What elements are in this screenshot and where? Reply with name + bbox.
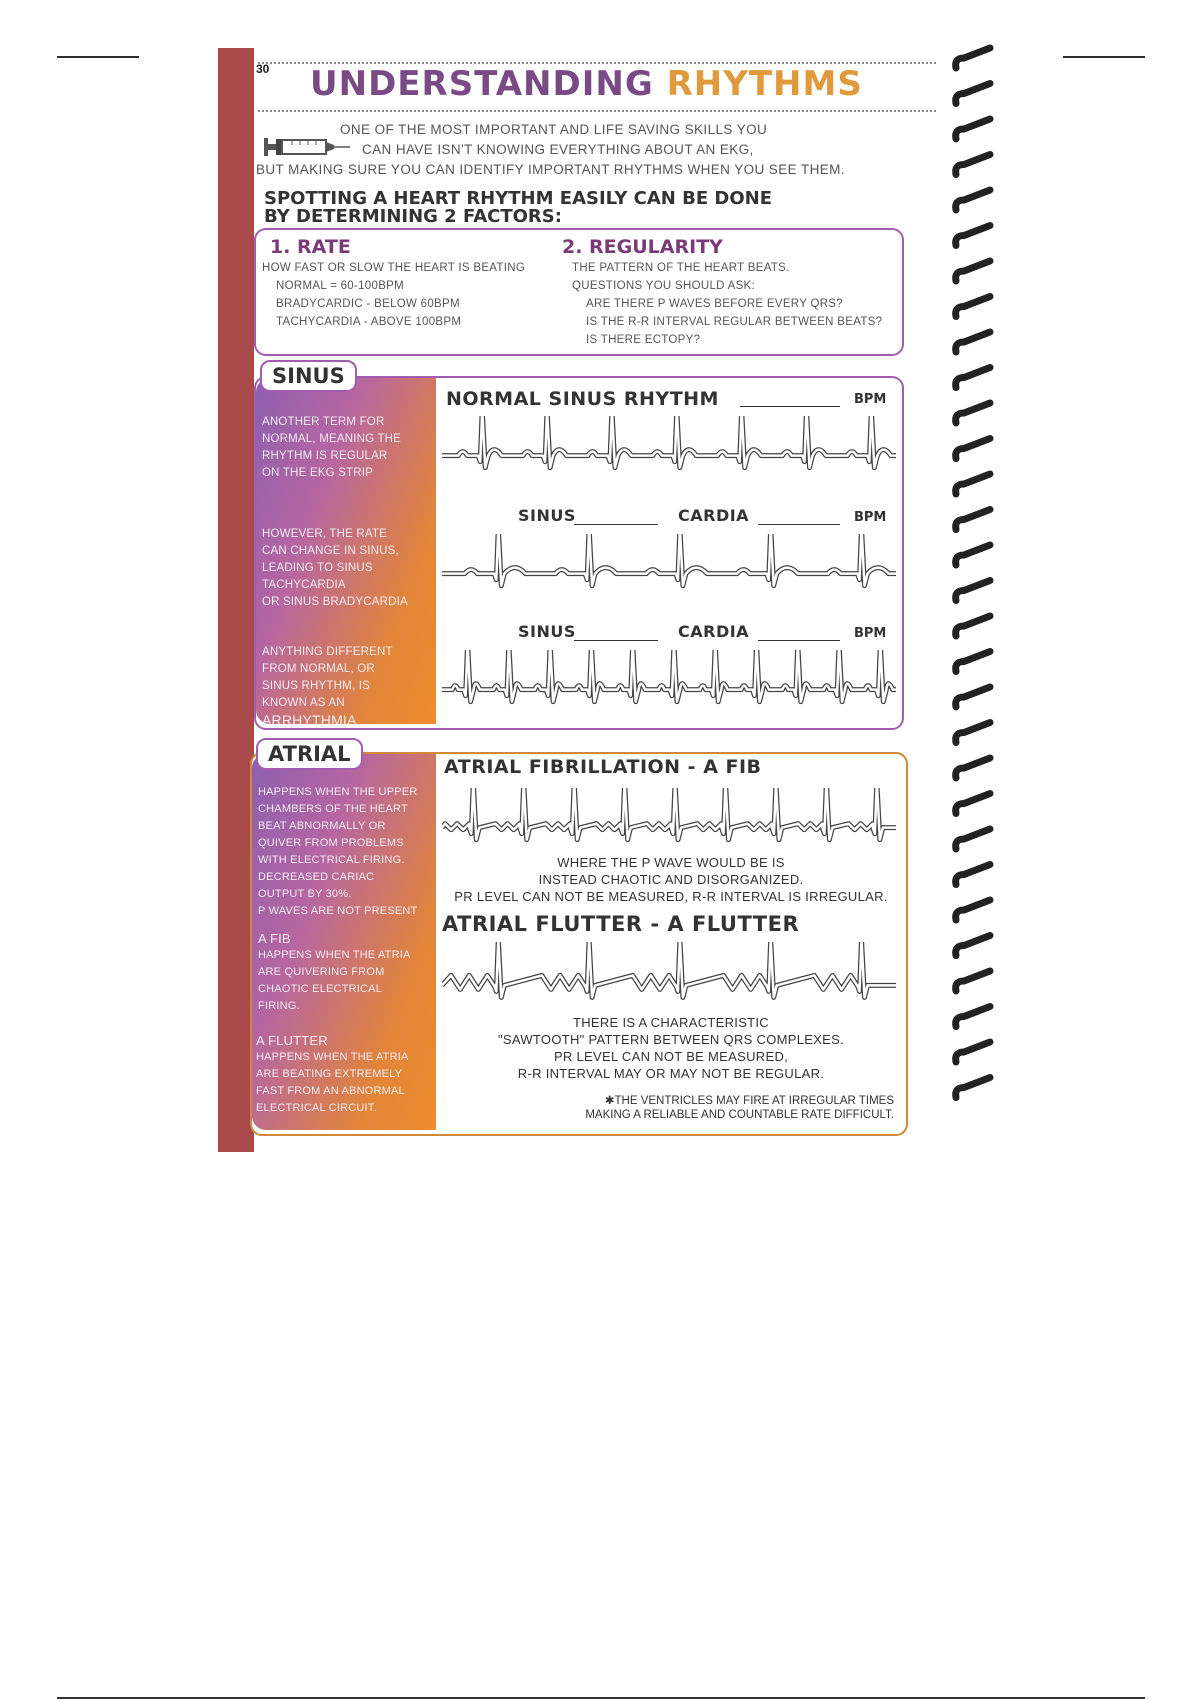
regularity-q1: ARE THERE P WAVES BEFORE EVERY QRS?	[586, 298, 843, 310]
atrial-side2-line: CHAOTIC ELECTRICAL	[258, 983, 383, 995]
spiral-coil	[956, 794, 990, 814]
spiral-coil	[956, 687, 990, 707]
spiral-coil	[956, 829, 990, 849]
sinus-side2-line: HOWEVER, THE RATE	[262, 528, 388, 540]
footnote-line-2: MAKING A RELIABLE AND COUNTABLE RATE DIFFICULT.	[585, 1109, 894, 1121]
atrial-side1-line: P WAVES ARE NOT PRESENT	[258, 905, 418, 917]
strip3-cardia-blank	[758, 640, 840, 641]
factors-box	[254, 228, 904, 356]
afib-description	[438, 854, 904, 905]
atrial-side1-line: QUIVER FROM PROBLEMS	[258, 837, 404, 849]
spiral-coil	[956, 403, 990, 423]
strip3-cardia-label: CARDIA	[678, 622, 750, 641]
spiral-coil	[956, 545, 990, 565]
atrial-tab: ATRIAL	[256, 738, 363, 770]
nsr-rate-blank	[740, 406, 840, 407]
atrial-side1-line: WITH ELECTRICAL FIRING.	[258, 854, 405, 866]
spiral-coil	[956, 510, 990, 530]
afib-text-line: INSTEAD CHAOTIC AND DISORGANIZED.	[538, 872, 804, 887]
ekg-trace-fill	[442, 416, 896, 468]
spiral-coil	[956, 226, 990, 246]
strip2-sinus-blank	[574, 524, 658, 525]
intro-line-3: BUT MAKING SURE YOU CAN IDENTIFY IMPORTANT RHYTHMS WHEN YOU SEE THEM.	[256, 162, 845, 177]
sinus-side-text-3	[262, 644, 393, 729]
sinus-side1-line: ON THE EKG STRIP	[262, 467, 373, 479]
spiral-coil	[956, 652, 990, 672]
spiral-coil	[956, 332, 990, 352]
intro-line-1: ONE OF THE MOST IMPORTANT AND LIFE SAVING SKILLS YOU	[340, 122, 768, 137]
title-part1: UNDERSTANDING	[310, 64, 654, 104]
strip3-sinus-label: SINUS	[518, 622, 576, 641]
spiral-binding	[950, 44, 996, 1112]
rate-normal: NORMAL = 60-100BPM	[276, 280, 405, 292]
afib-ekg-strip	[442, 788, 896, 852]
syringe-icon	[262, 132, 352, 162]
sinus-side2-line: OR SINUS BRADYCARDIA	[262, 596, 408, 608]
spiral-coil	[956, 971, 990, 991]
dotted-divider-bottom	[258, 110, 936, 112]
spiral-coil	[956, 936, 990, 956]
sinus-side3-line: KNOWN AS AN	[262, 697, 345, 709]
spiral-coil	[956, 865, 990, 885]
spiral-coil	[956, 900, 990, 920]
arrhythmia-term: ARRHYTHMIA	[262, 712, 357, 728]
sinus-side1-line: RHYTHM IS REGULAR	[262, 450, 388, 462]
ekg-trace-fill	[442, 534, 896, 586]
strip2-cardia-label: CARDIA	[678, 506, 750, 525]
nsr-ekg-strip	[442, 416, 896, 480]
strip3-bpm-label: BPM	[854, 626, 887, 641]
atrial-side1-line: BEAT ABNORMALLY OR	[258, 820, 386, 832]
atrial-side3-line: ARE BEATING EXTREMELY	[256, 1068, 403, 1080]
regularity-questions: QUESTIONS YOU SHOULD ASK:	[572, 280, 756, 292]
rate-brady: BRADYCARDIC - BELOW 60BPM	[276, 298, 460, 310]
atrial-side3-line: ELECTRICAL CIRCUIT.	[256, 1102, 377, 1114]
strip2-cardia-blank	[758, 524, 840, 525]
spiral-coil	[956, 581, 990, 601]
rate-tachy: TACHYCARDIA - ABOVE 100BPM	[276, 316, 462, 328]
sinus-side3-line: ANYTHING DIFFERENT	[262, 646, 393, 658]
aflutter-text-line: R-R INTERVAL MAY OR MAY NOT BE REGULAR.	[517, 1066, 825, 1081]
spiral-coil	[956, 1042, 990, 1062]
atrial-side-text-3	[256, 1032, 409, 1117]
atrial-side3-line: HAPPENS WHEN THE ATRIA	[256, 1051, 409, 1063]
spiral-coil	[956, 119, 990, 139]
spiral-coil	[956, 474, 990, 494]
strip2-bpm-label: BPM	[854, 510, 887, 525]
atrial-side1-line: DECREASED CARIAC	[258, 871, 375, 883]
nsr-title: NORMAL SINUS RHYTHM	[446, 388, 719, 410]
ekg-trace-fill	[442, 942, 896, 997]
bottom-rule	[57, 1697, 1145, 1699]
spiral-coil	[956, 1007, 990, 1027]
atrial-side-text-2	[258, 930, 411, 1015]
afib-title: ATRIAL FIBRILLATION - A FIB	[444, 756, 762, 778]
spiral-coil	[956, 1078, 990, 1098]
atrial-side2-line: FIRING.	[258, 1000, 300, 1012]
aflutter-title: ATRIAL FLUTTER - A FLUTTER	[442, 912, 800, 936]
factors-headline	[264, 190, 772, 226]
sinus-side-text-2	[262, 526, 408, 611]
atrial-side1-line: OUTPUT BY 30%.	[258, 888, 352, 900]
sinus-side2-line: TACHYCARDIA	[262, 579, 346, 591]
top-right-rule	[1063, 56, 1145, 58]
rate-desc: HOW FAST OR SLOW THE HEART IS BEATING	[262, 262, 526, 274]
nsr-bpm-label: BPM	[854, 392, 887, 407]
atrial-side2-line: ARE QUIVERING FROM	[258, 966, 385, 978]
sinus-side1-line: NORMAL, MEANING THE	[262, 433, 402, 445]
afib-text-line: WHERE THE P WAVE WOULD BE IS	[557, 855, 785, 870]
sinus-side3-line: FROM NORMAL, OR	[262, 663, 375, 675]
spiral-coil	[956, 155, 990, 175]
strip3-sinus-blank	[574, 640, 658, 641]
spiral-coil	[956, 190, 990, 210]
spiral-coil	[956, 758, 990, 778]
footnote-line-1: ✱THE VENTRICLES MAY FIRE AT IRREGULAR TIMES	[604, 1095, 894, 1107]
footnote	[558, 1094, 894, 1122]
ekg-trace-outline	[442, 534, 896, 586]
aflutter-text-line: THERE IS A CHARACTERISTIC	[572, 1015, 770, 1030]
regularity-title: 2. REGULARITY	[562, 236, 723, 258]
ekg-trace-outline	[442, 942, 896, 997]
page-number: 30	[256, 62, 270, 76]
ekg-trace-fill	[442, 788, 896, 840]
strip2-sinus-label: SINUS	[518, 506, 576, 525]
atrial-side1-line: HAPPENS WHEN THE UPPER	[258, 786, 418, 798]
atrial-side2-line: HAPPENS WHEN THE ATRIA	[258, 949, 411, 961]
title-part2: RHYTHMS	[666, 64, 863, 104]
intro-line-2: CAN HAVE ISN'T KNOWING EVERYTHING ABOUT AN EKG,	[362, 142, 754, 157]
aflutter-text-line: PR LEVEL CAN NOT BE MEASURED,	[553, 1049, 789, 1064]
sinus-side3-line: SINUS RHYTHM, IS	[262, 680, 370, 692]
spiral-coil	[956, 616, 990, 636]
workbook-page	[218, 48, 988, 1152]
spiral-coil	[956, 84, 990, 104]
afib-heading: A FIB	[258, 931, 291, 946]
regularity-q3: IS THERE ECTOPY?	[586, 334, 701, 346]
sinus-tachy-ekg-strip	[442, 650, 896, 714]
regularity-q2: IS THE R-R INTERVAL REGULAR BETWEEN BEATS?	[586, 316, 883, 328]
aflutter-description	[438, 1014, 904, 1082]
sinus-side-text-1	[262, 414, 401, 482]
headline-line-1: SPOTTING A HEART RHYTHM EASILY CAN BE DONE	[264, 188, 773, 209]
spiral-coil	[956, 297, 990, 317]
aflutter-ekg-strip	[442, 942, 896, 1012]
regularity-desc: THE PATTERN OF THE HEART BEATS.	[572, 262, 790, 274]
aflutter-text-line: "SAWTOOTH" PATTERN BETWEEN QRS COMPLEXES.	[497, 1032, 845, 1047]
atrial-side3-line: FAST FROM AN ABNORMAL	[256, 1085, 405, 1097]
top-left-rule	[57, 56, 139, 58]
spiral-coil	[956, 723, 990, 743]
page-title	[310, 64, 863, 104]
page-spine	[218, 48, 254, 1152]
sinus-side1-line: ANOTHER TERM FOR	[262, 416, 385, 428]
sinus-side2-line: LEADING TO SINUS	[262, 562, 373, 574]
ekg-trace-outline	[442, 416, 896, 468]
rate-title: 1. RATE	[270, 236, 351, 258]
headline-line-2: BY DETERMINING 2 FACTORS:	[264, 206, 562, 227]
spiral-coil	[956, 368, 990, 388]
spiral-coil	[956, 48, 990, 68]
aflutter-heading: A FLUTTER	[256, 1033, 328, 1048]
atrial-side1-line: CHAMBERS OF THE HEART	[258, 803, 408, 815]
afib-text-line: PR LEVEL CAN NOT BE MEASURED, R-R INTERVAL IS IRREGULAR.	[454, 889, 888, 904]
sinus-side2-line: CAN CHANGE IN SINUS,	[262, 545, 399, 557]
sinus-brady-ekg-strip	[442, 534, 896, 598]
spiral-coil	[956, 261, 990, 281]
spiral-coil	[956, 439, 990, 459]
atrial-side-text-1	[258, 784, 417, 920]
sinus-tab: SINUS	[260, 360, 357, 392]
